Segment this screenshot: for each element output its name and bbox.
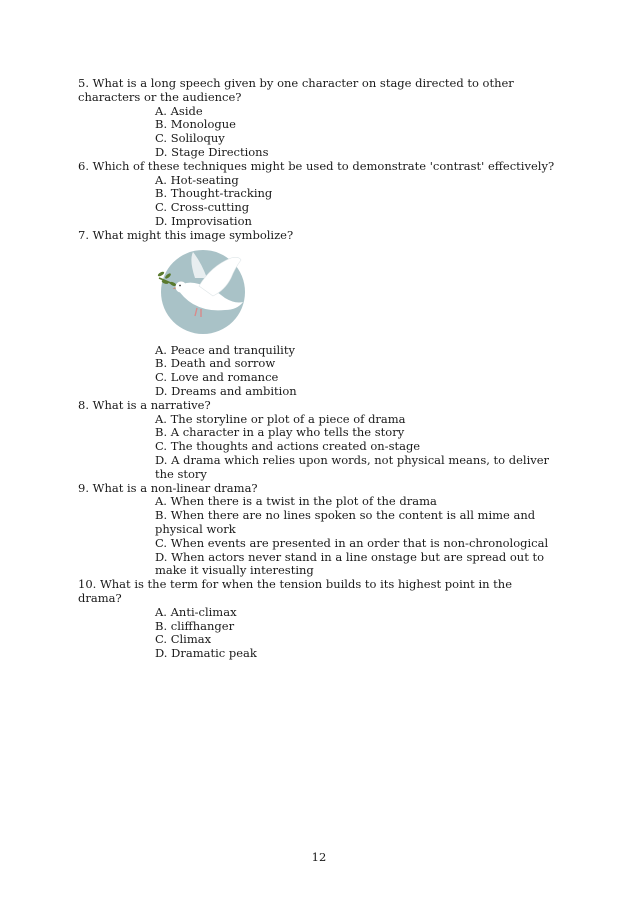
page-number: 12	[311, 850, 327, 864]
option-d: D. Improvisation	[155, 213, 252, 228]
option-a: A. Anti-climax	[155, 604, 237, 619]
question-text: 7. What might this image symbolize?	[78, 227, 294, 242]
question-text: 9. What is a non-linear drama?	[78, 480, 258, 495]
option-a: A. Aside	[155, 103, 203, 118]
option-d: D. A drama which relies upon words, not physical means, to deliver the story	[155, 452, 550, 481]
option-c: C. Cross-cutting	[155, 200, 250, 215]
option-c: C. Love and romance	[155, 370, 279, 385]
options	[155, 105, 558, 160]
option-a: A. Peace and tranquility	[155, 342, 295, 357]
options	[155, 495, 558, 578]
option-b: B. Death and sorrow	[155, 356, 276, 371]
option-c: C. Climax	[155, 632, 212, 647]
option-a: A. When there is a twist in the plot of the drama	[155, 494, 437, 509]
question-text: 6. Which of these techniques might be used to demonstrate 'contrast' effectively?	[78, 158, 555, 173]
option-d: D. Dreams and ambition	[155, 383, 297, 398]
option-d: D. When actors never stand in a line onstage but are spread out to make it visually interesting	[155, 549, 545, 578]
question-text: 10. What is the term for when the tension builds to its highest point in the drama?	[78, 577, 513, 605]
options	[155, 606, 558, 661]
option-d: D. Dramatic peak	[155, 646, 257, 661]
question-text: 5. What is a long speech given by one character on stage directed to other characters or the audience?	[78, 76, 514, 104]
option-d: D. Stage Directions	[155, 144, 269, 159]
option-b: B. When there are no lines spoken so the content is all mime and physical work	[155, 508, 536, 536]
question-8	[78, 399, 558, 482]
question-list	[78, 77, 558, 661]
option-c: C. The thoughts and actions created on-stage	[155, 439, 421, 454]
question-9	[78, 482, 558, 579]
option-a: A. The storyline or plot of a piece of drama	[155, 411, 406, 426]
options	[155, 174, 558, 229]
option-b: B. cliffhanger	[155, 618, 235, 633]
question-7	[78, 229, 558, 399]
question-5	[78, 77, 558, 160]
question-6	[78, 160, 558, 229]
options	[155, 344, 558, 399]
option-a: A. Hot-seating	[155, 172, 239, 187]
option-b: B. A character in a play who tells the story	[155, 425, 405, 440]
dove-with-olive-branch-icon	[155, 248, 247, 336]
option-b: B. Monologue	[155, 117, 236, 132]
option-c: C. When events are presented in an order that is non-chronological	[155, 535, 549, 550]
question-text: 8. What is a narrative?	[78, 397, 211, 412]
options	[155, 413, 558, 482]
option-b: B. Thought-tracking	[155, 186, 273, 201]
option-c: C. Soliloquy	[155, 131, 225, 146]
question-10	[78, 578, 558, 661]
